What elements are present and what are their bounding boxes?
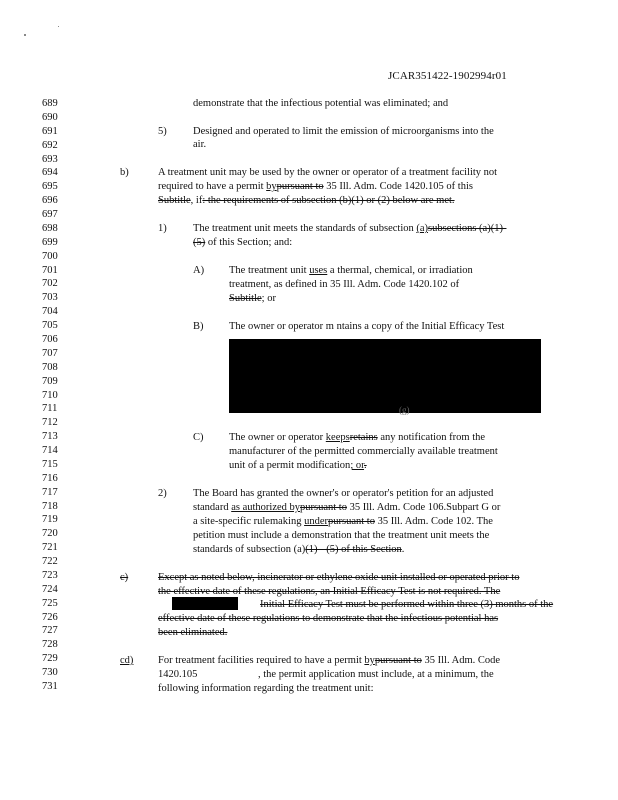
redaction-block bbox=[172, 597, 238, 610]
body-line-695: required to have a permit bypursuant to 35 Ill. Adm. Code 1420.105 of this bbox=[158, 181, 473, 192]
line-number: 700 bbox=[42, 250, 58, 262]
line-number: 696 bbox=[42, 195, 58, 207]
line-number: 691 bbox=[42, 125, 58, 137]
line-number: 715 bbox=[42, 458, 58, 470]
line-number: 705 bbox=[42, 320, 58, 332]
scan-speck bbox=[24, 34, 26, 36]
body-line-711-fragment: (g) bbox=[399, 405, 410, 415]
line-number: 731 bbox=[42, 681, 58, 692]
body-line-689: demonstrate that the infectious potential was eliminated; and bbox=[193, 98, 449, 109]
line-number: 706 bbox=[42, 334, 58, 345]
body-line-719: a site-specific rulemaking underpursuant to 35 Ill. Adm. Code 102. The bbox=[193, 516, 493, 527]
item-label-c: c) bbox=[120, 572, 129, 583]
body-line-718: standard as authorized bypursuant to 35 Ill. Adm. Code 106.Subpart G or bbox=[193, 502, 501, 513]
body-line-729: For treatment facilities required to have a permit bypursuant to 35 Ill. Adm. Code bbox=[158, 655, 501, 666]
line-number: 703 bbox=[42, 292, 58, 304]
body-line-694: A treatment unit may be used by the owner or operator of a treatment facility not bbox=[158, 167, 498, 178]
body-line-731: following information regarding the treatment unit: bbox=[158, 683, 374, 694]
item-label-B: B) bbox=[193, 321, 204, 332]
body-line-699: (5) of this Section; and: bbox=[193, 237, 293, 248]
line-number: 722 bbox=[42, 556, 58, 567]
body-line-705: The owner or operator m ntains a copy of the Initial Efficacy Test bbox=[229, 321, 505, 332]
line-number: 720 bbox=[42, 528, 58, 540]
line-number: 698 bbox=[42, 222, 58, 234]
line-number: 707 bbox=[42, 347, 58, 359]
line-number: 693 bbox=[42, 153, 58, 165]
scan-speck bbox=[58, 26, 59, 27]
document-id: JCAR351422-1902994r01 bbox=[388, 70, 507, 82]
body-line-724: the effective date of these regulations, an Initial Efficacy Test is not required. The bbox=[158, 586, 501, 597]
body-line-726: effective date of these regulations to demonstrate that the infectious potential has bbox=[158, 613, 499, 624]
line-number: 712 bbox=[42, 417, 58, 429]
line-number: 695 bbox=[42, 181, 58, 193]
line-number: 689 bbox=[42, 98, 58, 109]
line-number: 702 bbox=[42, 278, 58, 290]
item-label-5: 5) bbox=[158, 126, 167, 137]
body-line-723: Except as noted below, incinerator or ethylene oxide unit installed or operated prior to bbox=[158, 572, 520, 583]
line-number: 699 bbox=[42, 236, 58, 248]
line-number: 704 bbox=[42, 306, 58, 318]
line-number: 717 bbox=[42, 486, 58, 498]
body-line-696: Subtitle, if: the requirements of subsection (b)(1) or (2) below are met. bbox=[158, 195, 455, 206]
item-label-A: A) bbox=[193, 265, 205, 276]
line-number: 697 bbox=[42, 209, 58, 220]
body-line-715: unit of a permit modification; or. bbox=[229, 460, 367, 471]
line-number: 729 bbox=[42, 653, 58, 665]
body-line-721: standards of subsection (a)(1) - (5) of this Section. bbox=[193, 544, 405, 555]
line-number: 730 bbox=[42, 667, 58, 679]
body-line-714: manufacturer of the permitted commercially available treatment bbox=[229, 446, 498, 457]
item-label-2: 2) bbox=[158, 488, 167, 499]
line-number: 718 bbox=[42, 500, 58, 512]
line-number: 701 bbox=[42, 264, 58, 276]
line-number: 725 bbox=[42, 597, 58, 609]
body-line-692: air. bbox=[193, 139, 207, 150]
line-number: 710 bbox=[42, 389, 58, 401]
line-number: 727 bbox=[42, 625, 58, 637]
line-number: 724 bbox=[42, 583, 58, 595]
line-number: 721 bbox=[42, 542, 58, 554]
body-line-691: Designed and operated to limit the emission of microorganisms into the bbox=[193, 126, 494, 137]
body-line-720: petition must include a demonstration that the treatment unit meets the bbox=[193, 530, 490, 541]
line-number: 723 bbox=[42, 569, 58, 581]
redaction-block bbox=[229, 339, 541, 413]
line-number: 709 bbox=[42, 375, 58, 387]
body-line-701: The treatment unit uses a thermal, chemical, or irradiation bbox=[229, 265, 473, 276]
item-label-cd: cd) bbox=[120, 655, 134, 666]
line-number: 713 bbox=[42, 431, 58, 443]
body-line-730: 1420.105 , the permit application must include, at a minimum, the bbox=[158, 669, 494, 680]
line-number: 716 bbox=[42, 472, 58, 484]
body-line-702: treatment, as defined in 35 Ill. Adm. Code 1420.102 of bbox=[229, 279, 460, 290]
item-label-b: b) bbox=[120, 167, 129, 178]
line-number: 711 bbox=[42, 403, 58, 415]
item-label-C: C) bbox=[193, 432, 204, 443]
body-line-727: been eliminated. bbox=[158, 627, 228, 638]
line-number: 692 bbox=[42, 139, 58, 151]
line-number: 694 bbox=[42, 167, 58, 179]
line-number: 708 bbox=[42, 361, 58, 373]
body-line-713: The owner or operator keepsretains any notification from the bbox=[229, 432, 486, 443]
body-line-698: The treatment unit meets the standards of subsection (a)subsections (a)(1)- bbox=[193, 223, 507, 234]
line-number: 719 bbox=[42, 514, 58, 526]
item-label-1: 1) bbox=[158, 223, 167, 234]
body-line-725: Initial Efficacy Test must be performed within three (3) months of the bbox=[260, 599, 554, 610]
line-number: 714 bbox=[42, 445, 58, 456]
body-line-717: The Board has granted the owner's or operator's petition for an adjusted bbox=[193, 488, 494, 499]
line-number: 726 bbox=[42, 611, 58, 623]
line-number: 728 bbox=[42, 639, 58, 651]
body-line-703: Subtitle; or bbox=[229, 293, 276, 304]
line-number: 690 bbox=[42, 111, 58, 123]
